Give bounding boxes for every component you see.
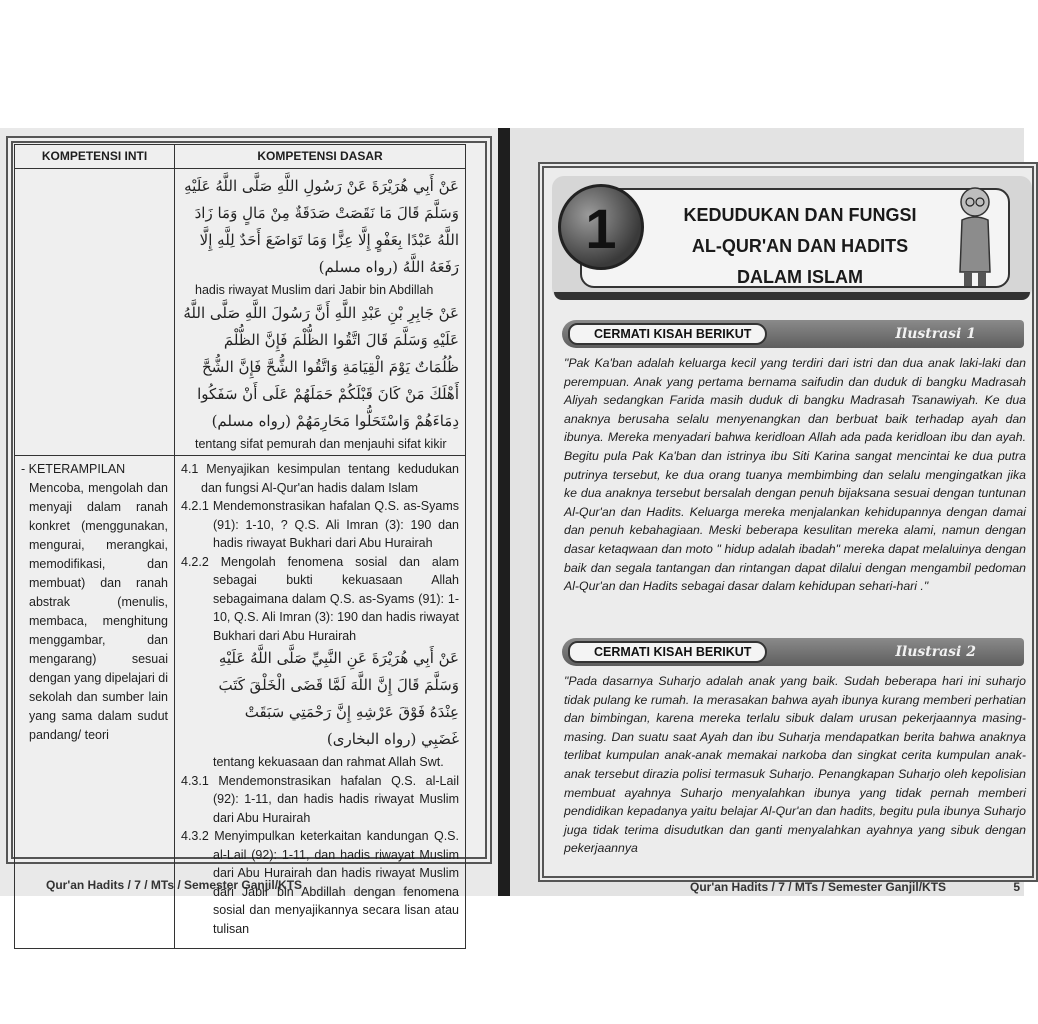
chapter-title-line-1: KEDUDUKAN DAN FUNGSI bbox=[683, 205, 917, 225]
chapter-title bbox=[620, 200, 980, 293]
kd-cell-top bbox=[175, 169, 466, 456]
kd-item-4-2-2: 4.2.2 Mengolah fenomena sosial dan alam sebagai bukti kekuasaan Allah sebagaimana dalam Q.S. as-Syams (91): 1-10, Q.S. Ali Imran (3): 190 dan hadis riwayat Bukhari dari Abu Hurairah bbox=[181, 554, 459, 643]
right-page bbox=[510, 128, 1024, 896]
kd-cell-bottom bbox=[175, 456, 466, 949]
ki-heading: - KETERAMPILAN bbox=[21, 462, 126, 476]
hadith-2-note: tentang sifat pemurah dan menjauhi sifat kikir bbox=[195, 436, 447, 451]
story-illustration-1: "Pak Ka'ban adalah keluarga kecil yang terdiri dari istri dan dua anak laki-laki dan perempuan. Anak yang pertama bernama saifudin dan duduk di bangku Madrasah Aliyah sedangkan Farida masih duduk di bangku Madrasah Tsanawiyah. Ke dua anaknya berusaha selalu menyenangkan dan berbuat baik terhadap ayah dan ibunya. Mereka menyadari bahwa keridloan Allah ada pada keridloan ibu dan ayah. Begitu pula Pak Ka'ban dan istrinya ibu Siti Karina sangat mencintai ke dua putra putrinya tersebut, ke dua orang tuanya membimbing dan selalu mengingatkan jika ke dua anaknya tersebut bersalah dengan penuh bijaksana sesuai dengan tuntunan Al-Qur'an dan Hadits. Keluarga mereka menjalankan kehidupannya dengan damai dan penuh kebahagiaan. Meski beberapa kesulitan mereka alami, namun dengan dasar ketaqwaan dan moto " hidup adalah ibadah" mereka dapat melaluinya dengan baik dan segala tantangan dan rintangan dapat dilalui dengan mengambil pedoman Al-Qur'an dan Hadits sebagai dasar dalam kehidupan sehari-hari ." bbox=[564, 356, 1026, 594]
section-2-illustration-label: Ilustrasi 2 bbox=[895, 644, 976, 660]
ki-empty-cell bbox=[15, 169, 175, 456]
ki-description: Mencoba, mengolah dan menyaji dalam ranah konkret (menggunakan, mengurai, merangkai, memodifikasi, dan membuat) dan ranah abstrak (menulis, membaca, menghitung menggambar, dan mengarang) sesuai dengan yang dipelajari di sekolah dan sumber lain yang sama dalam sudut pandang/ teori bbox=[29, 481, 168, 742]
banner-shadow bbox=[554, 292, 1030, 300]
section-2-label: CERMATI KISAH BERIKUT bbox=[568, 641, 767, 663]
header-kompetensi-inti: KOMPETENSI INTI bbox=[15, 145, 175, 169]
hadith-1-note: hadis riwayat Muslim dari Jabir bin Abdillah bbox=[195, 283, 434, 297]
kd-item-4-3-2: 4.3.2 Menyimpulkan keterkaitan kandungan Q.S. al-Lail (92): 1-11, dan hadis riwayat Muslim dari Abu Hurairah dan hadis riwayat Muslim dari Jabir bin Abdillah dengan fenomena sosial dan menyajikannya secara lisan atau tulisan bbox=[181, 829, 459, 936]
arabic-hadith-3: عَنْ أَبِي هُرَيْرَةَ عَنِ النَّبِيِّ صَلَّى اللَّهُ عَلَيْهِ وَسَلَّمَ قَالَ إِنَّ اللَّهَ لَمَّا قَضَى الْخَلْقَ كَتَبَ عِنْدَهُ فَوْقَ عَرْشِهِ إِنَّ رَحْمَتِي سَبَقَتْ غَضَبِي (رواه البخارى) bbox=[218, 649, 459, 748]
chapter-number: 1 bbox=[585, 197, 617, 260]
section-1-label: CERMATI KISAH BERIKUT bbox=[568, 323, 767, 345]
left-page bbox=[0, 128, 500, 936]
competency-table bbox=[14, 144, 466, 949]
left-page-footer: Qur'an Hadits / 7 / MTs / Semester Ganjil/KTS bbox=[46, 878, 303, 892]
arabic-hadith-2: عَنْ جَابِرِ بْنِ عَبْدِ اللَّهِ أَنَّ رَسُولَ اللَّهِ صَلَّى اللَّهُ عَلَيْهِ وَسَلَّمَ قَالَ اتَّقُوا الظُّلْمَ فَإِنَّ الظُّلْمَ ظُلُمَاتٌ يَوْمَ الْقِيَامَةِ وَاتَّقُوا الشُّحَّ فَإِنَّ الشُّحَّ أَهْلَكَ مَنْ كَانَ قَبْلَكُمْ حَمَلَهُمْ عَلَى أَنْ سَفَكُوا دِمَاءَهُمْ وَاسْتَحَلُّوا مَحَارِمَهُمْ (رواه مسلم) bbox=[183, 303, 459, 430]
teacher-illustration-icon bbox=[950, 184, 1000, 288]
page-number: 5 bbox=[1013, 880, 1020, 894]
ki-keterampilan-cell bbox=[15, 456, 175, 949]
hadith-3-note: tentang kekuasaan dan rahmat Allah Swt. bbox=[213, 755, 444, 769]
chapter-title-line-2: AL-QUR'AN DAN HADITS bbox=[691, 236, 909, 256]
header-kompetensi-dasar: KOMPETENSI DASAR bbox=[175, 145, 466, 169]
right-page-footer: Qur'an Hadits / 7 / MTs / Semester Ganjil/KTS bbox=[690, 880, 947, 894]
kd-item-4-3-1: 4.3.1 Mendemonstrasikan hafalan Q.S. al-Lail (92): 1-11, dan hadis hadis riwayat Muslim dari Abu Hurairah bbox=[181, 773, 459, 825]
kd-item-4-2-1: 4.2.1 Mendemonstrasikan hafalan Q.S. as-Syams (91): 1-10, ? Q.S. Ali Imran (3): 190 dan hadis riwayat Bukhari dari Abu Hurairah bbox=[181, 499, 459, 550]
section-1-illustration-label: Ilustrasi 1 bbox=[895, 326, 976, 342]
kd-item-4-1: 4.1 Menyajikan kesimpulan tentang kedudukan dan fungsi Al-Qur'an hadis dalam Islam bbox=[181, 462, 459, 495]
chapter-title-line-3: DALAM ISLAM bbox=[737, 267, 863, 287]
arabic-hadith-1: عَنْ أَبِي هُرَيْرَةَ عَنْ رَسُولِ اللَّهِ صَلَّى اللَّهُ عَلَيْهِ وَسَلَّمَ قَالَ مَا نَقَصَتْ صَدَقَةٌ مِنْ مَالٍ وَمَا زَادَ اللَّهُ عَبْدًا بِعَفْوٍ إِلَّا عِزًّا وَمَا تَوَاضَعَ أَحَدٌ لِلَّهِ إِلَّا رَفَعَهُ اللَّهُ (رواه مسلم) bbox=[184, 177, 459, 276]
story-illustration-2: "Pada dasarnya Suharjo adalah anak yang baik. Sudah beberapa hari ini suharjo tidak pulang ke rumah. Ia merasakan bahwa ayah ibunya kurang memberi perhatian dan bimbingan, karena mereka terlalu sibuk dalam urusan pekerjaannya masing-masing. Dan suatu saat Ayah dan ibu Suharja mendapatkan berita bahwa anaknya terlibat kumpulan anak-anak memakai narkoba dan singkat cerita kumpulan anak-anak tersebut dirazia polisi termasuk Suharjo. Penangkapan Suharjo oleh kepolisian membuat ayahnya Suharjo menyalahkan ibunya yang tidak pernah memberi pendidikan kepadanya yaitu belajar Al-Qur'an dan hadits, begitu pula ibunya Suharjo juga tidak terima disudutkan dan ganti menyalahkan ayahnya yang sibuk dengan pekerjaannya bbox=[564, 674, 1026, 856]
book-spread bbox=[0, 128, 1026, 936]
